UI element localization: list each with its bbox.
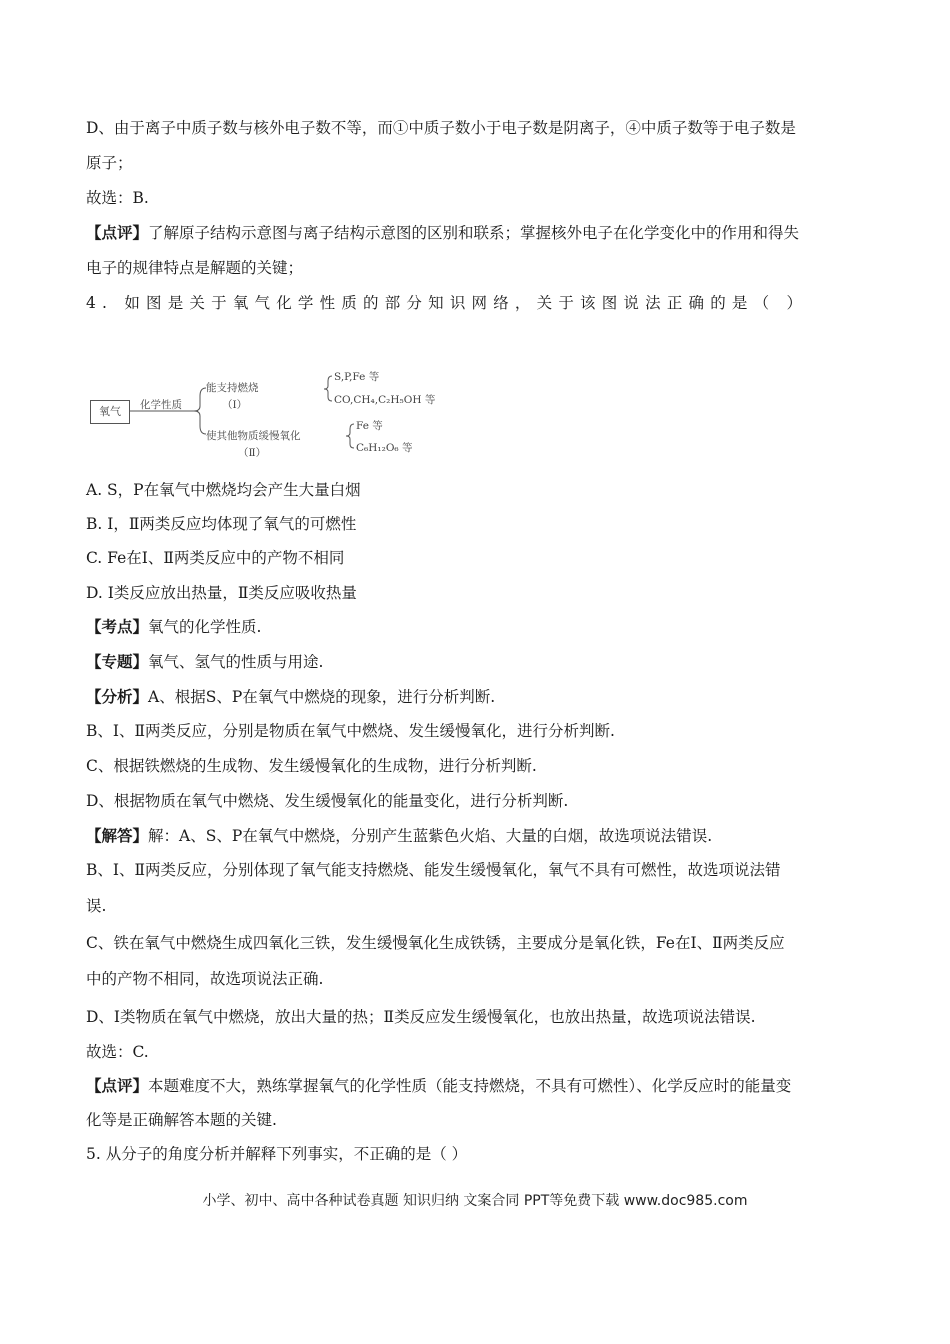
text-line: 【解答】解：A、S、P在氧气中燃烧，分别产生蓝紫色火焰、大量的白烟，故选项说法错误.	[86, 826, 713, 845]
diagram-branch1-ex2: CO,CH₄,C₂H₅OH 等	[334, 394, 436, 406]
option-a: A. S，P在氧气中燃烧均会产生大量白烟	[86, 481, 361, 499]
diagram-root: 氧气	[90, 400, 130, 424]
diagram-branch-label: 化学性质	[140, 399, 182, 411]
text-line: 【分析】A、根据S、P在氧气中燃烧的现象，进行分析判断.	[86, 687, 496, 706]
option-c: C. Fe在Ⅰ、Ⅱ两类反应中的产物不相同	[86, 549, 345, 567]
text-line: 电子的规律特点是解题的关键；	[86, 259, 304, 277]
option-b: B. Ⅰ，Ⅱ两类反应均体现了氧气的可燃性	[86, 515, 357, 533]
question-4: 4. 如图是关于氧气化学性质的部分知识网络，关于该图说法正确的是（ ）	[86, 294, 809, 312]
text-line: D、根据物质在氧气中燃烧、发生缓慢氧化的能量变化，进行分析判断.	[86, 792, 569, 810]
text-line: 故选：C.	[86, 1043, 149, 1061]
text-line: 误.	[86, 897, 107, 915]
text-line: D、Ⅰ类物质在氧气中燃烧，放出大量的热；Ⅱ类反应发生缓慢氧化，也放出热量，故选项说法错误.	[86, 1008, 756, 1026]
diagram-branch1-num: （Ⅰ）	[222, 399, 248, 411]
question-5: 5. 从分子的角度分析并解释下列事实，不正确的是（ ）	[86, 1145, 468, 1163]
oxygen-knowledge-diagram	[88, 366, 436, 462]
text-line: 原子；	[86, 154, 133, 172]
diagram-branch2-ex2: C₆H₁₂O₆ 等	[356, 442, 413, 454]
text-line: 【考点】氧气的化学性质.	[86, 617, 262, 636]
diagram-branch2-num: （Ⅱ）	[238, 447, 267, 459]
text-line: C、根据铁燃烧的生成物、发生缓慢氧化的生成物，进行分析判断.	[86, 757, 537, 775]
text-line: D、由于离子中质子数与核外电子数不等，而①中质子数小于电子数是阴离子，④中质子数等于电子数是	[86, 119, 796, 137]
text-line: B、Ⅰ、Ⅱ两类反应，分别是物质在氧气中燃烧、发生缓慢氧化，进行分析判断.	[86, 722, 615, 740]
text-line: 【专题】氧气、氢气的性质与用途.	[86, 652, 324, 671]
text-line: 中的产物不相同，故选项说法正确.	[86, 970, 324, 988]
page-footer: 小学、初中、高中各种试卷真题 知识归纳 文案合同 PPT等免费下载 www.doc985.com	[202, 1193, 748, 1209]
text-line: 化等是正确解答本题的关键.	[86, 1111, 277, 1129]
diagram-branch1-ex1: S,P,Fe 等	[334, 371, 380, 383]
text-line: C、铁在氧气中燃烧生成四氧化三铁，发生缓慢氧化生成铁锈，主要成分是氧化铁，Fe在Ⅰ、Ⅱ两类反应	[86, 934, 785, 952]
text-line: 【点评】本题难度不大，熟练掌握氧气的化学性质（能支持燃烧，不具有可燃性）、化学反应时的能量变	[86, 1076, 792, 1095]
diagram-branch2-label: 使其他物质缓慢氧化	[206, 430, 301, 442]
text-line: 故选：B.	[86, 189, 149, 207]
diagram-branch1-label: 能支持燃烧	[206, 382, 259, 394]
text-line: 【点评】了解原子结构示意图与离子结构示意图的区别和联系；掌握核外电子在化学变化中的作用和得失	[86, 223, 800, 242]
text-line: B、Ⅰ、Ⅱ两类反应，分别体现了氧气能支持燃烧、能发生缓慢氧化，氧气不具有可燃性，故选项说法错	[86, 861, 781, 879]
option-d: D. Ⅰ类反应放出热量，Ⅱ类反应吸收热量	[86, 584, 357, 602]
diagram-branch2-ex1: Fe 等	[356, 420, 383, 432]
